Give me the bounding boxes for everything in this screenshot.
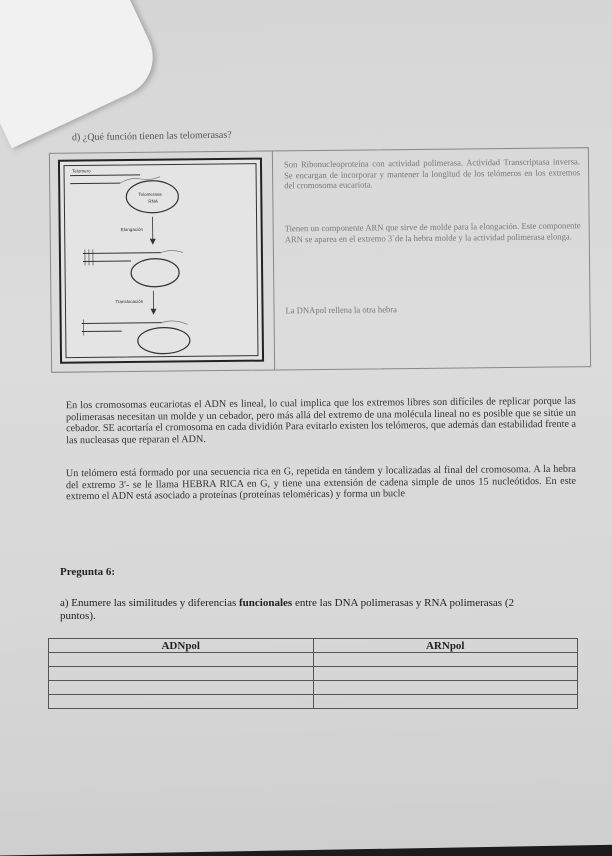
question-d: d) ¿Qué función tienen las telomerasas? <box>72 130 232 144</box>
table-header-row <box>49 639 578 653</box>
header-arnpol: ARNpol <box>313 639 578 653</box>
question-6a-prefix: a) Enumere las similitudes y diferencias <box>60 597 239 609</box>
answer-3: La DNApol rellena la otra hebra <box>285 302 581 316</box>
label-translocacion: Translocación <box>115 299 143 304</box>
answer-2: Tienen un componente ARN que sirve de molde para la elongación. Este componente ARN se aparea en el extremo 3´de la hebra molde y la actividad polimerasa elonga. <box>285 220 581 244</box>
question-6a <box>60 597 530 623</box>
label-telomero: Telomero <box>72 168 91 173</box>
table-row <box>49 681 578 695</box>
paragraph-2: Un telómero está formado por una secuencia rica en G, repetida en tándem y localizadas al final del cromosoma. A la hebra del extremo 3'- se le llama HEBRA RICA en G, y tiene una extensión de cadena simple de unos 15 nucleótidos. En este extremo el ADN está asociado a proteínas (proteínas teloméricas) y forma un bucle <box>66 464 576 503</box>
answer-box <box>49 147 591 373</box>
question-6a-suffix: entre las DNA polimerasas y RNA polimerasas (2 puntos). <box>60 597 514 622</box>
table-row <box>49 653 578 667</box>
answer-1: Son Ribonucleoproteína con actividad polimerasa. Actividad Transcriptasa inversa. Se encargan de incorporar y mantener la longitud de los telómeros en los extremos del cromosoma eucariota. <box>284 156 580 191</box>
comparison-table <box>48 638 578 709</box>
question-6-heading: Pregunta 6: <box>60 566 115 578</box>
telomerase-diagram <box>58 158 264 364</box>
telomerase-diagram-svg <box>60 160 262 362</box>
label-elongacion: Elongación <box>121 227 144 232</box>
column-divider <box>272 151 275 369</box>
table-row <box>49 695 578 709</box>
label-rna: RNA <box>148 199 158 204</box>
header-adnpol: ADNpol <box>49 639 314 653</box>
paragraph-1: En los cromosomas eucariotas el ADN es lineal, lo cual implica que los extremos libres son difíciles de replicar porque las polimerasas necesitan un molde y un cebador, pero más allá del extremo de una molécula lineal no es posible que se sitúe un cebador. SE acortaría el cromosoma en cada dividión Para evitarlo existen los telómeros, que además dan estabilidad frente a las nucleasas que reparan el ADN. <box>66 396 576 447</box>
question-6a-bold: funcionales <box>239 597 292 609</box>
label-telomerasa: Telomerasa <box>138 192 162 197</box>
table-row <box>49 667 578 681</box>
